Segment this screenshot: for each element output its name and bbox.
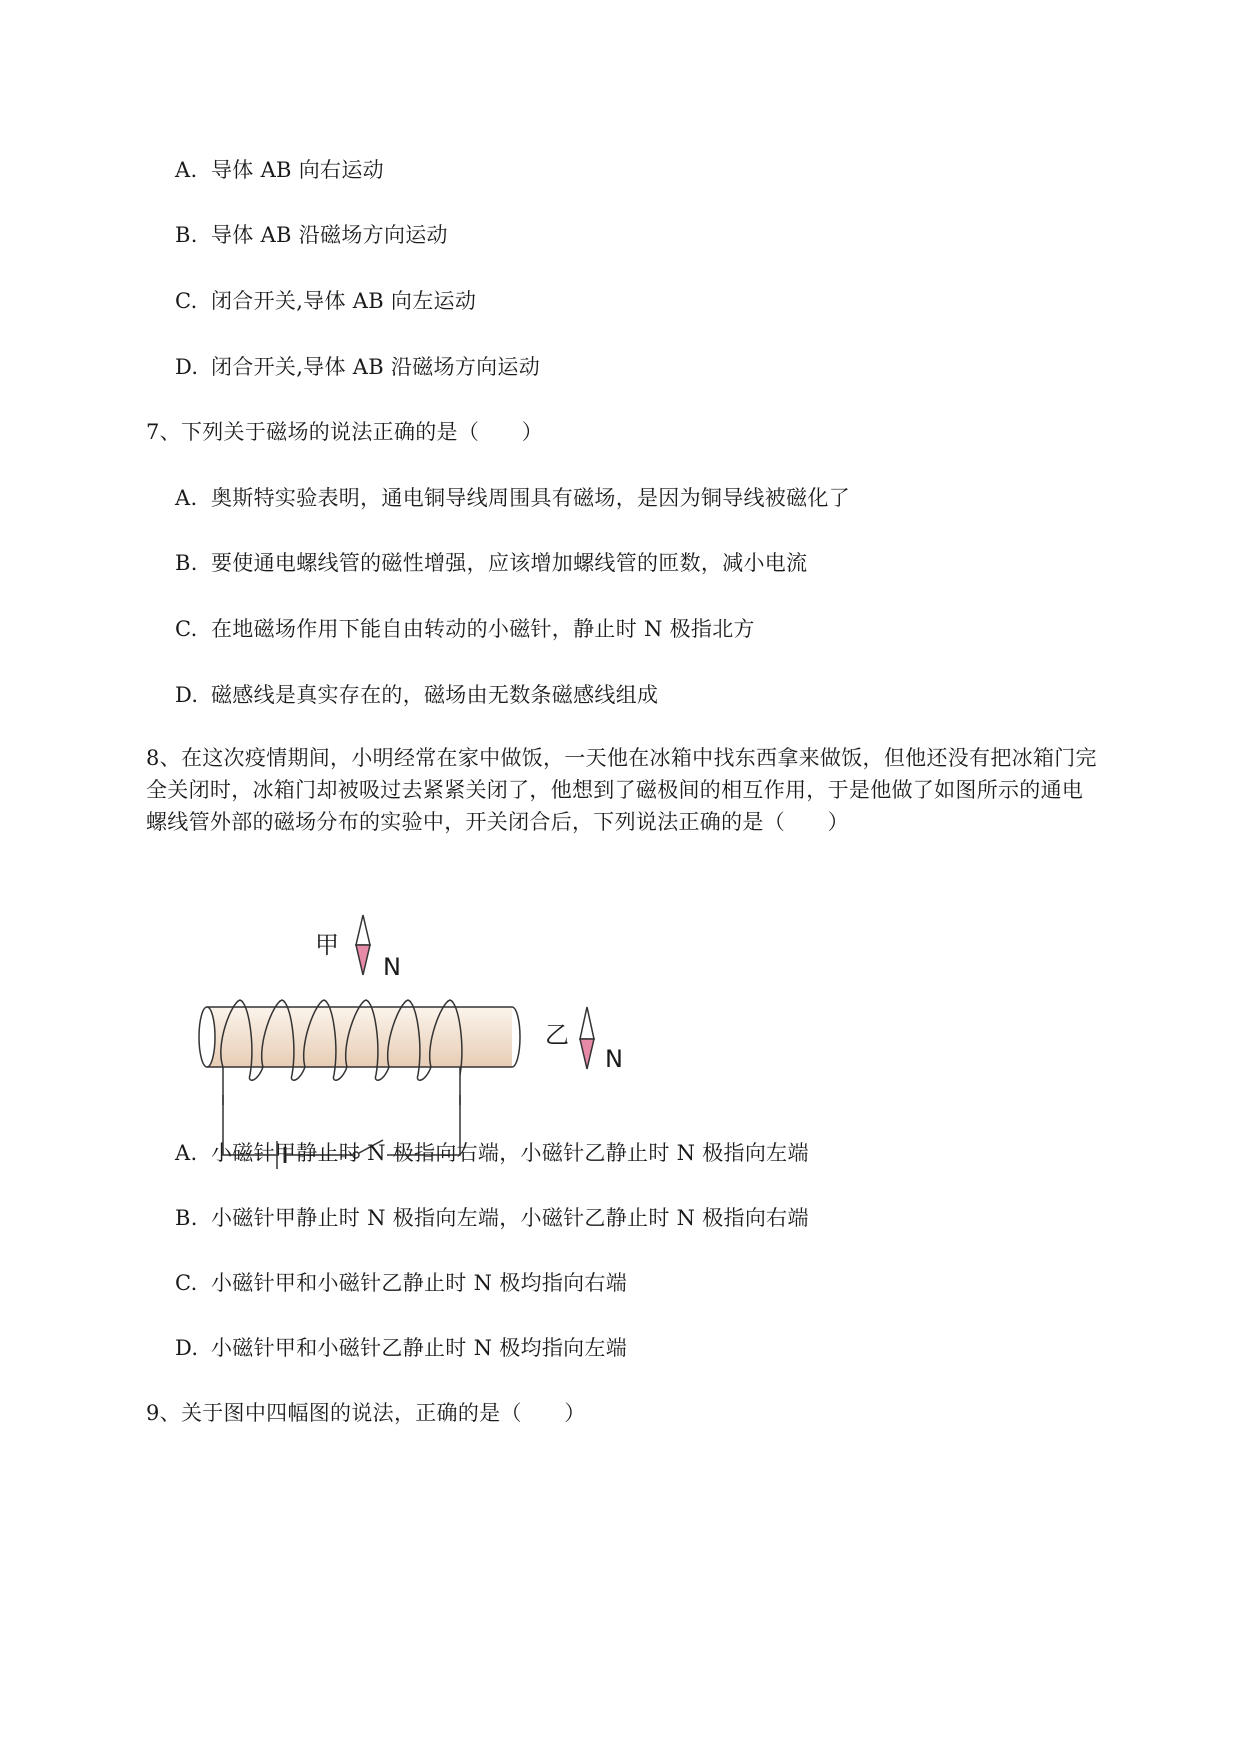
option-letter: A. — [175, 486, 198, 510]
compass-jia-needle-n — [356, 945, 370, 975]
option-letter: D. — [175, 683, 199, 707]
option-letter: C. — [175, 289, 198, 313]
option-letter: C. — [175, 617, 198, 641]
option-text: 奥斯特实验表明，通电铜导线周围具有磁场，是因为铜导线被磁化了 — [211, 486, 850, 510]
q7-option-d — [175, 680, 658, 710]
q8-option-b — [175, 1203, 809, 1233]
q9-stem: 9、关于图中四幅图的说法，正确的是（ ） — [146, 1401, 586, 1425]
q8-option-c — [175, 1268, 627, 1298]
option-letter: D. — [175, 1336, 199, 1360]
tube-right-end — [512, 1007, 520, 1067]
q7-stem: 7、下列关于磁场的说法正确的是（ ） — [146, 420, 544, 444]
option-text: 要使通电螺线管的磁性增强，应该增加螺线管的匝数，减小电流 — [211, 551, 808, 575]
q8-option-a — [175, 1138, 809, 1168]
option-text: 小磁针甲和小磁针乙静止时 N 极均指向左端 — [211, 1336, 628, 1360]
q6-option-d — [175, 352, 540, 382]
option-letter: A. — [175, 1141, 198, 1165]
option-text: 小磁针甲静止时 N 极指向左端，小磁针乙静止时 N 极指向右端 — [211, 1206, 809, 1230]
label-n-jia: N — [383, 953, 401, 981]
q8-stem-line: 8、在这次疫情期间，小明经常在家中做饭，一天他在冰箱中找东西拿来做饭，但他还没有把冰箱门完 — [146, 746, 1097, 770]
option-text: 小磁针甲和小磁针乙静止时 N 极均指向右端 — [211, 1271, 628, 1295]
compass-jia-top — [356, 915, 370, 945]
option-letter: B. — [175, 223, 198, 247]
option-text: 导体 AB 沿磁场方向运动 — [211, 223, 448, 247]
q6-option-c — [175, 286, 476, 316]
label-jia: 甲 — [315, 931, 339, 959]
option-text: 闭合开关,导体 AB 向左运动 — [211, 289, 477, 313]
option-text: 小磁针甲静止时 N 极指向右端，小磁针乙静止时 N 极指向左端 — [211, 1141, 809, 1165]
q8-stem-line: 全关闭时，冰箱门却被吸过去紧紧关闭了，他想到了磁极间的相互作用，于是他做了如图所示的通电 — [146, 778, 1084, 802]
q8-stem-line: 螺线管外部的磁场分布的实验中，开关闭合后，下列说法正确的是（ ） — [146, 810, 849, 834]
label-n-yi: N — [605, 1045, 623, 1073]
compass-yi-needle-n — [580, 1039, 594, 1069]
q7-option-b — [175, 548, 807, 578]
tube-left-end — [199, 1007, 215, 1067]
q6-option-b — [175, 220, 448, 250]
q7-option-a — [175, 483, 850, 513]
option-letter: D. — [175, 355, 199, 379]
compass-yi-top — [580, 1007, 594, 1039]
option-text: 磁感线是真实存在的，磁场由无数条磁感线组成 — [211, 683, 659, 707]
option-letter: C. — [175, 1271, 198, 1295]
label-yi: 乙 — [545, 1021, 569, 1049]
solenoid-tube — [207, 1007, 512, 1067]
q6-option-a — [175, 155, 384, 185]
option-letter: A. — [175, 158, 198, 182]
option-text: 闭合开关,导体 AB 沿磁场方向运动 — [211, 355, 541, 379]
option-text: 在地磁场作用下能自由转动的小磁针，静止时 N 极指北方 — [211, 617, 755, 641]
option-letter: B. — [175, 1206, 198, 1230]
option-letter: B. — [175, 551, 198, 575]
q8-option-d — [175, 1333, 627, 1363]
q8-stem — [146, 742, 1161, 838]
option-text: 导体 AB 向右运动 — [211, 158, 384, 182]
q7-option-c — [175, 614, 755, 644]
